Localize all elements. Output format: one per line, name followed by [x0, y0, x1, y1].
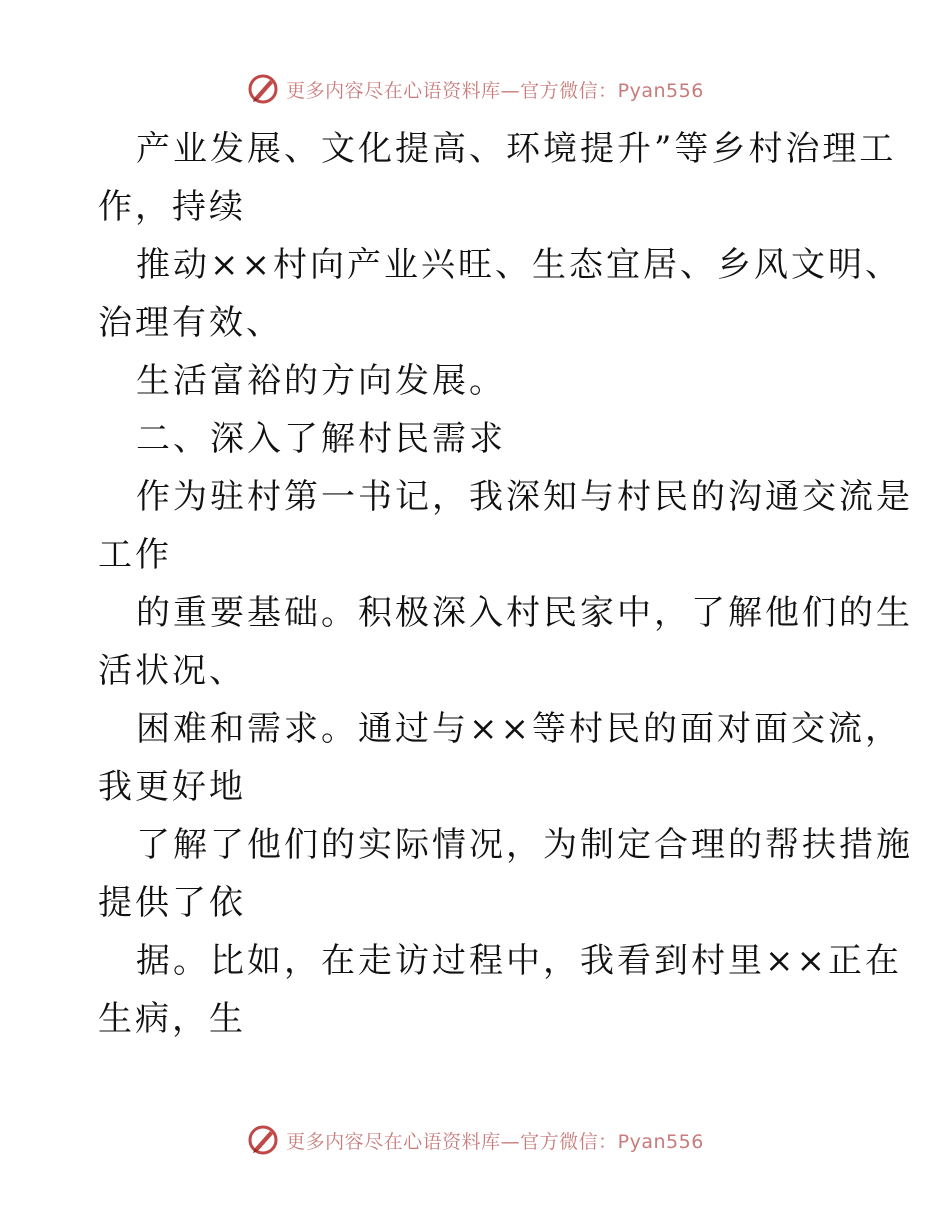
- text-line: 推动××村向产业兴旺、生态宜居、乡风文明、: [136, 245, 902, 285]
- text-line: 据。比如，在走访过程中，我看到村里××正在: [136, 941, 902, 981]
- text-line: 治理有效、: [98, 303, 283, 343]
- pen-logo-icon: [246, 72, 280, 106]
- pen-logo-icon: [246, 1123, 280, 1157]
- text-line: 工作: [98, 535, 172, 575]
- text-line: 困难和需求。通过与××等村民的面对面交流，: [136, 709, 902, 749]
- watermark-text: 更多内容尽在心语资料库—官方微信：Pyan556: [286, 1130, 704, 1153]
- text-line: 二、深入了解村民需求: [136, 419, 506, 459]
- watermark-text: 更多内容尽在心语资料库—官方微信：Pyan556: [286, 79, 704, 102]
- footer-watermark: [0, 1123, 950, 1157]
- text-line: 活状况、: [98, 651, 246, 691]
- text-line: 作，持续: [98, 187, 246, 227]
- text-line: 的重要基础。积极深入村民家中，了解他们的生: [136, 593, 913, 633]
- text-line: 了解了他们的实际情况，为制定合理的帮扶措施: [136, 825, 913, 865]
- text-line: 产业发展、文化提高、环境提升”等乡村治理工: [136, 129, 897, 169]
- header-watermark: [0, 72, 950, 106]
- text-line: 我更好地: [98, 767, 246, 807]
- document-body: [98, 120, 913, 1048]
- text-line: 生病，生: [98, 999, 246, 1039]
- text-line: 作为驻村第一书记，我深知与村民的沟通交流是: [136, 477, 913, 517]
- text-line: 提供了依: [98, 883, 246, 923]
- text-line: 生活富裕的方向发展。: [136, 361, 506, 401]
